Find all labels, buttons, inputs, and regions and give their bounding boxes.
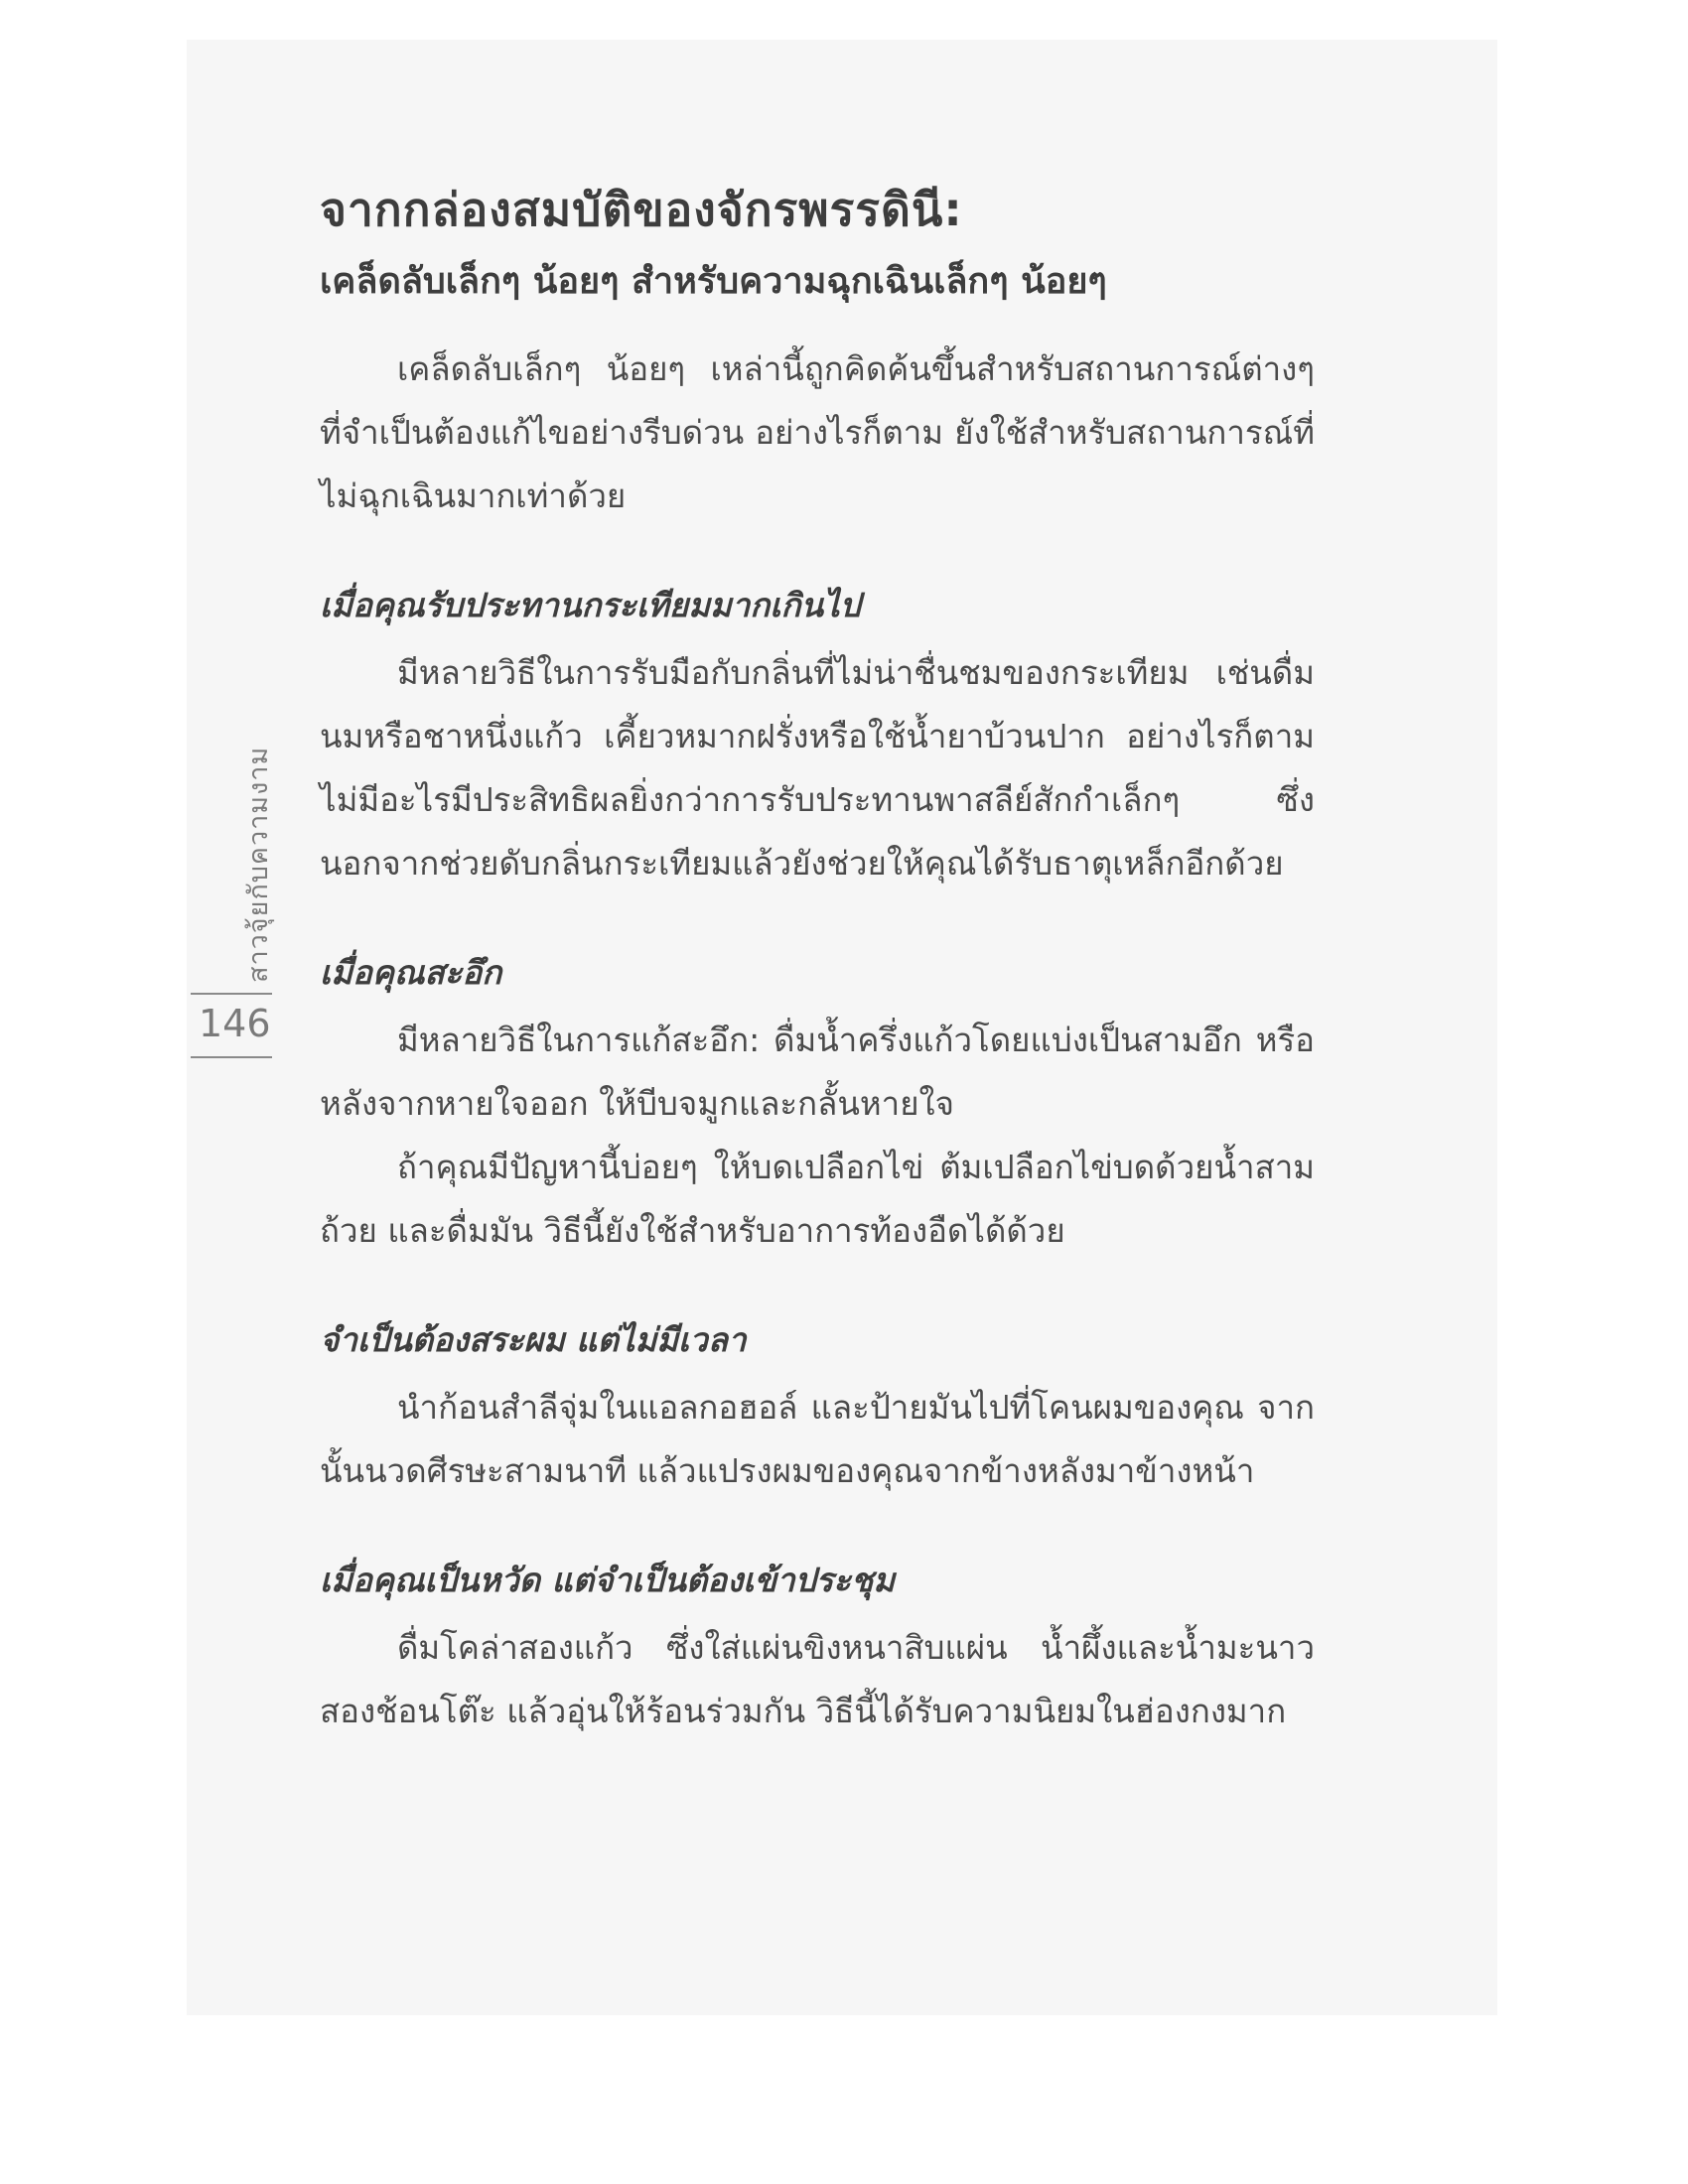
section-heading-hiccup: เมื่อคุณสะอึก	[320, 953, 502, 992]
intro-paragraph: เคล็ดลับเล็กๆ น้อยๆ เหล่านี้ถูกคิดค้นขึ้นสำหรับสถานการณ์ต่างๆ ที่จำเป็นต้องแก้ไขอย่างรีบด่วน อย่างไรก็ตาม ยังใช้สำหรับสถานการณ์ที่ไม่ฉุกเฉินมากเท่าด้วย	[320, 349, 1315, 515]
chapter-title: จากกล่องสมบัติของจักรพรรดินี:	[320, 183, 963, 236]
page-content	[320, 179, 1315, 1743]
section-cold-paragraph: ดื่มโคล่าสองแก้ว ซึ่งใส่แผ่นขิงหนาสิบแผ่น น้ำผึ้งและน้ำมะนาวสองช้อนโต๊ะ แล้วอุ่นให้ร้อนร่วมกัน วิธีนี้ได้รับความนิยมในฮ่องกงมาก	[320, 1628, 1315, 1730]
section-hiccup-paragraph: มีหลายวิธีในการแก้สะอึก: ดื่มน้ำครึ่งแก้วโดยแบ่งเป็นสามอึก หรือหลังจากหายใจออก ให้บีบจมูกและกลั้นหายใจ	[320, 1021, 1315, 1123]
section-hiccup-paragraph-2: ถ้าคุณมีปัญหานี้บ่อยๆ ให้บดเปลือกไข่ ต้มเปลือกไข่บดด้วยน้ำสามถ้วย และดื่มมัน วิธีนี้ยังใช้สำหรับอาการท้องอืดได้ด้วย	[320, 1148, 1315, 1250]
section-garlic-paragraph: มีหลายวิธีในการรับมือกับกลิ่นที่ไม่น่าชื่นชมของกระเทียม เช่นดื่มนมหรือชาหนึ่งแก้ว เคี้ยวหมากฝรั่งหรือใช้น้ำยาบ้วนปาก อย่างไรก็ตาม ไม่มีอะไรมีประสิทธิผลยิ่งกว่าการรับประทานพาสลีย์สักกำเล็กๆ ซึ่งนอกจากช่วยดับกลิ่นกระเทียมแล้วยังช่วยให้คุณได้รับธาตุเหล็กอีกด้วย	[320, 653, 1315, 883]
running-title: สาวจุ้ยกับความงาม	[243, 746, 274, 983]
section-heading-hair: จำเป็นต้องสระผม แต่ไม่มีเวลา	[320, 1320, 747, 1359]
page-number: 146	[199, 1002, 271, 1045]
section-heading-cold: เมื่อคุณเป็นหวัด แต่จำเป็นต้องเข้าประชุม	[320, 1561, 896, 1599]
page-number-rule-bottom	[191, 1056, 272, 1058]
page-number-rule-top	[191, 993, 272, 995]
section-heading-garlic: เมื่อคุณรับประทานกระเทียมมากเกินไป	[320, 586, 861, 624]
chapter-subtitle: เคล็ดลับเล็กๆ น้อยๆ สำหรับความฉุกเฉินเล็กๆ น้อยๆ	[320, 261, 1107, 302]
section-hair-paragraph: นำก้อนสำลีจุ่มในแอลกอฮอล์ และป้ายมันไปที่โคนผมของคุณ จากนั้นนวดศีรษะสามนาที แล้วแปรงผมของคุณจากข้างหลังมาข้างหน้า	[320, 1388, 1315, 1490]
